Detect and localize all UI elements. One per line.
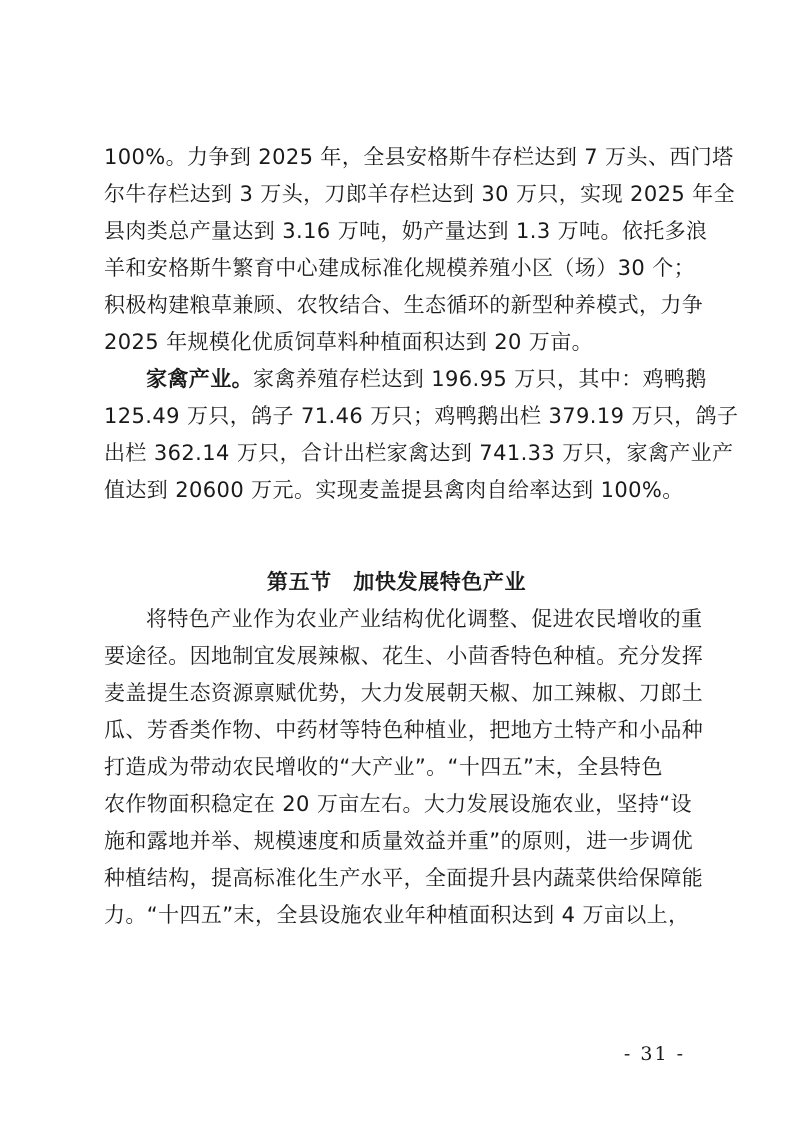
text-line: 羊和安格斯牛繁育中心建成标准化规模养殖小区（场）30 个； — [104, 256, 695, 280]
text-line: 瓜、芳香类作物、中药材等特色种植业，把地方土特产和小品种 — [104, 718, 704, 742]
text-line: 县肉类总产量达到 3.16 万吨，奶产量达到 1.3 万吨。依托多浪 — [104, 219, 708, 243]
text-line: 出栏 362.14 万只，合计出栏家禽达到 741.33 万只，家禽产业产 — [104, 441, 734, 465]
text-line: 值达到 20600 万元。实现麦盖提县禽肉自给率达到 100%。 — [104, 478, 684, 502]
text-line: 2025 年规模化优质饲草料种植面积达到 20 万亩。 — [104, 330, 593, 354]
section-heading: 第五节 加快发展特色产业 — [266, 570, 527, 594]
text-line: 种植结构，提高标准化生产水平，全面提升县内蔬菜供给保障能 — [104, 866, 704, 890]
text-line: 打造成为带动农民增收的“大产业”。“十四五”末，全县特色 — [104, 755, 663, 779]
text-line: 施和露地并举、规模速度和质量效益并重”的原则，进一步调优 — [104, 829, 694, 853]
text-line: 农作物面积稳定在 20 万亩左右。大力发展设施农业，坚持“设 — [104, 792, 692, 816]
text-span: 家禽养殖存栏达到 196.95 万只，其中：鸡鸭鹅 — [253, 367, 707, 391]
text-line: 积极构建粮草兼顾、农牧结合、生态循环的新型种养模式，力争 — [104, 293, 704, 317]
paragraph-first-line — [146, 365, 736, 393]
text-line: 100%。力争到 2025 年，全县安格斯牛存栏达到 7 万头、西门塔 — [104, 145, 734, 169]
text-line: 力。“十四五”末，全县设施农业年种植面积达到 4 万亩以上， — [104, 903, 690, 927]
text-line: 将特色产业作为农业产业结构优化调整、促进农民增收的重 — [146, 607, 703, 631]
text-line: 尔牛存栏达到 3 万头，刀郎羊存栏达到 30 万只，实现 2025 年全 — [104, 182, 735, 206]
text-line: 125.49 万只，鸽子 71.46 万只；鸡鸭鹅出栏 379.19 万只，鸽子 — [104, 404, 739, 428]
text-line: 麦盖提生态资源禀赋优势，大力发展朝天椒、加工辣椒、刀郎土 — [104, 681, 704, 705]
text-line: 要途径。因地制宜发展辣椒、花生、小茴香特色种植。充分发挥 — [104, 644, 704, 668]
paragraph-lead-title: 家禽产业。 — [146, 367, 253, 391]
page-number: - 31 - — [623, 1043, 685, 1065]
